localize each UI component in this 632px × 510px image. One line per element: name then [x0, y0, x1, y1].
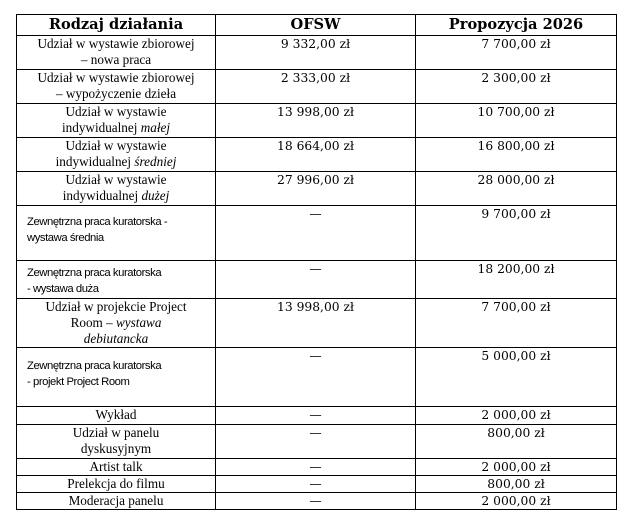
activity-line: wystawa średnia — [27, 232, 104, 244]
activity-line: Zewnętrzna praca kuratorska — [27, 267, 162, 279]
table-row — [17, 138, 617, 172]
ofsw-cell: 2 333,00 zł — [216, 70, 416, 104]
proposal-cell: 18 200,00 zł — [416, 261, 617, 299]
activity-line: Room – — [70, 315, 116, 330]
activity-cell — [17, 348, 216, 407]
activity-cell: Prelekcja do filmu — [17, 476, 216, 493]
activity-line: – wypożyczenie dzieła — [55, 86, 177, 101]
activity-line: Udział w panelu — [72, 425, 160, 440]
activity-cell — [17, 261, 216, 299]
proposal-cell: 7 700,00 zł — [416, 299, 617, 348]
activity-emphasis: średniej — [134, 154, 177, 169]
table-row — [17, 70, 617, 104]
table-row — [17, 36, 617, 70]
ofsw-cell: 18 664,00 zł — [216, 138, 416, 172]
table-row — [17, 425, 617, 459]
activity-cell — [17, 36, 216, 70]
activity-cell — [17, 172, 216, 206]
ofsw-cell: 9 332,00 zł — [216, 36, 416, 70]
activity-line: dyskusyjnym — [80, 441, 152, 456]
activity-line: indywidualnej — [61, 120, 141, 135]
activity-emphasis: wystawa — [116, 315, 162, 330]
table-row — [17, 476, 617, 493]
table-row — [17, 261, 617, 299]
activity-line: indywidualnej — [55, 154, 135, 169]
activity-line: Udział w wystawie — [65, 138, 167, 153]
activity-cell — [17, 104, 216, 138]
activity-line: Zewnętrzna praca kuratorska - — [27, 216, 168, 228]
activity-line: Udział w wystawie — [65, 172, 167, 187]
table-row — [17, 348, 617, 407]
table-row — [17, 407, 617, 425]
table-row — [17, 172, 617, 206]
proposal-cell: 2 000,00 zł — [416, 407, 617, 425]
proposal-cell: 7 700,00 zł — [416, 36, 617, 70]
activity-emphasis: debiutancka — [83, 331, 149, 346]
proposal-cell: 800,00 zł — [416, 425, 617, 459]
proposal-cell: 5 000,00 zł — [416, 348, 617, 407]
table-row — [17, 206, 617, 261]
activity-cell — [17, 425, 216, 459]
fee-comparison-table — [16, 14, 617, 510]
ofsw-cell: — — [216, 407, 416, 425]
header-ofsw: OFSW — [216, 15, 416, 36]
activity-emphasis: małej — [140, 120, 171, 135]
ofsw-cell: — — [216, 476, 416, 493]
header-proposal-2026: Propozycja 2026 — [416, 15, 617, 36]
activity-cell — [17, 299, 216, 348]
activity-line: – nowa praca — [80, 52, 152, 67]
activity-line: Udział w wystawie — [65, 104, 167, 119]
table-row — [17, 104, 617, 138]
proposal-cell: 2 000,00 zł — [416, 459, 617, 476]
ofsw-cell: 13 998,00 zł — [216, 299, 416, 348]
activity-line: - wystawa duża — [27, 283, 99, 295]
table-row — [17, 299, 617, 348]
proposal-cell: 28 000,00 zł — [416, 172, 617, 206]
table-row — [17, 459, 617, 476]
ofsw-cell: — — [216, 348, 416, 407]
activity-cell: Moderacja panelu — [17, 493, 216, 510]
activity-cell — [17, 206, 216, 261]
ofsw-cell: — — [216, 493, 416, 510]
ofsw-cell: 13 998,00 zł — [216, 104, 416, 138]
proposal-cell: 16 800,00 zł — [416, 138, 617, 172]
activity-emphasis: dużej — [141, 188, 170, 203]
activity-line: indywidualnej — [62, 188, 142, 203]
activity-cell — [17, 138, 216, 172]
activity-cell: Artist talk — [17, 459, 216, 476]
activity-line: Zewnętrzna praca kuratorska — [27, 360, 162, 372]
proposal-cell: 2 000,00 zł — [416, 493, 617, 510]
proposal-cell: 9 700,00 zł — [416, 206, 617, 261]
ofsw-cell: — — [216, 261, 416, 299]
activity-cell — [17, 70, 216, 104]
ofsw-cell: — — [216, 425, 416, 459]
ofsw-cell: — — [216, 459, 416, 476]
table-header-row — [17, 15, 617, 36]
ofsw-cell: — — [216, 206, 416, 261]
proposal-cell: 10 700,00 zł — [416, 104, 617, 138]
activity-line: - projekt Project Room — [27, 376, 130, 388]
proposal-cell: 2 300,00 zł — [416, 70, 617, 104]
header-activity-type: Rodzaj działania — [17, 15, 216, 36]
activity-line: Udział w projekcie Project — [45, 299, 187, 314]
proposal-cell: 800,00 zł — [416, 476, 617, 493]
ofsw-cell: 27 996,00 zł — [216, 172, 416, 206]
activity-line: Udział w wystawie zbiorowej — [37, 36, 195, 51]
activity-line: Udział w wystawie zbiorowej — [37, 70, 195, 85]
activity-cell: Wykład — [17, 407, 216, 425]
